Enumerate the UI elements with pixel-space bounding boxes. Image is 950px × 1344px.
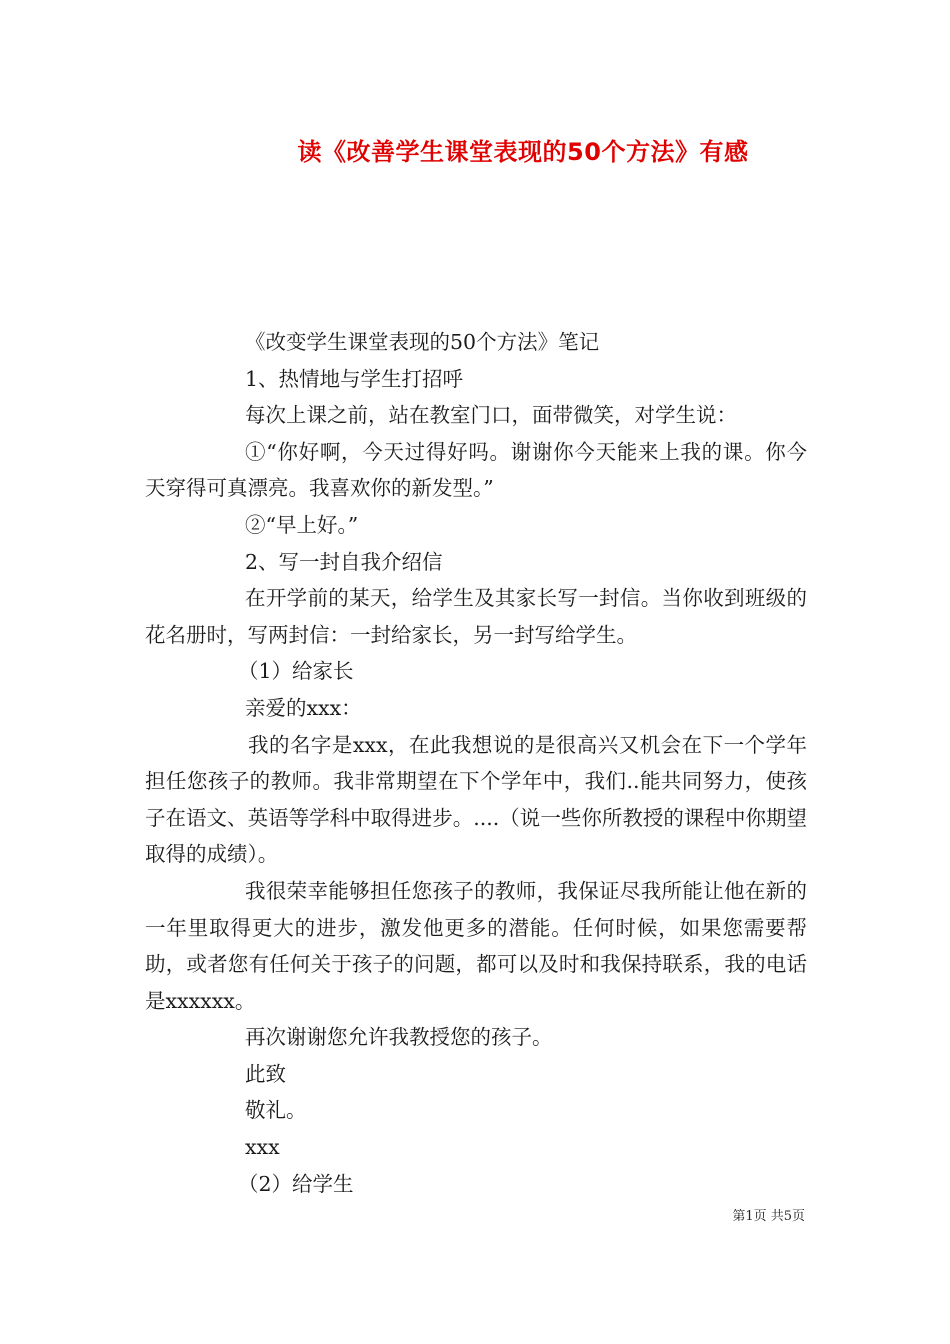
section-heading-2: 2、写一封自我介绍信 bbox=[245, 549, 443, 574]
letter-closing: 此致 bbox=[245, 1061, 286, 1086]
sub-heading-parents: （1）给家长 bbox=[238, 659, 354, 684]
letter-paragraph: 我很荣幸能够担任您孩子的教师，我保证尽我所能让他在新的一年里取得更大的进步，激发他更多的潜能。任何时候，如果您需要帮助，或者您有任何关于孩子的问题，都可以及时和我保持联系，我的电话是xxxxxx。 bbox=[145, 878, 807, 1013]
letter-salutation: 亲爱的xxx： bbox=[245, 695, 362, 720]
paragraph: ②“早上好。” bbox=[245, 512, 359, 537]
letter-paragraph: 我的名字是xxx，在此我想说的是很高兴又机会在下一个学年担任您孩子的教师。我非常期望在下个学年中，我们..能共同努力，使孩子在语文、英语等学科中取得进步。....（说一些你所教授的课程中你期望取得的成绩）。 bbox=[145, 732, 807, 867]
page-number-footer: 第1页 共5页 bbox=[732, 1209, 805, 1224]
letter-paragraph: 再次谢谢您允许我教授您的孩子。 bbox=[245, 1025, 553, 1050]
letter-signature: xxx bbox=[245, 1135, 280, 1160]
paragraph: 每次上课之前，站在教室门口，面带微笑，对学生说： bbox=[245, 403, 737, 428]
notes-heading: 《改变学生课堂表现的50个方法》笔记 bbox=[245, 330, 600, 354]
section-heading-1: 1、热情地与学生打招呼 bbox=[245, 366, 464, 391]
paragraph: 在开学前的某天，给学生及其家长写一封信。当你收到班级的花名册时，写两封信：一封给家长，另一封写给学生。 bbox=[145, 586, 807, 647]
letter-closing: 敬礼。 bbox=[245, 1098, 307, 1123]
document-body bbox=[145, 324, 807, 1202]
sub-heading-students: （2）给学生 bbox=[238, 1171, 354, 1196]
paragraph: ①“你好啊，今天过得好吗。谢谢你今天能来上我的课。你今天穿得可真漂亮。我喜欢你的新发型。” bbox=[145, 439, 807, 501]
document-title: 读《改善学生课堂表现的50个方法》有感 bbox=[297, 138, 749, 166]
